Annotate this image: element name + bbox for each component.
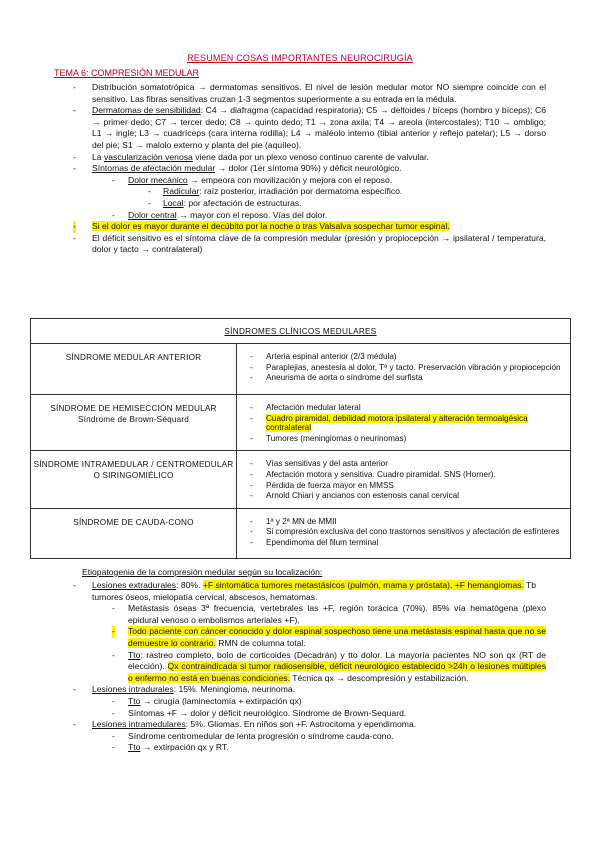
etio-heading: Etiopatogenia de la compresión medular según su localización: <box>82 567 323 577</box>
syndrome-features <box>237 395 571 451</box>
list-item: - Tumores (meningiomas o neurinomas) <box>250 433 407 443</box>
list-item: - Si compresión exclusiva del cono trastornos sensitivos y afectación de esfínteres <box>250 527 560 537</box>
list-item: - Radicular: raíz posterior, irradiación por dermatoma específico. <box>148 186 403 197</box>
list-item: - Paraplejias, anestesia al dolor, Tª y tacto. Preservación vibración y propiocepción <box>250 362 561 372</box>
list-item: - El déficit sensitivo es el síntoma clave de la compresión medular (presión y propiocepción → ipsilateral / temperatura, dolor y tacto → contralateral) <box>73 232 546 255</box>
syndrome-name: SÍNDROME MEDULAR ANTERIOR <box>31 344 237 395</box>
syndrome-features <box>237 508 571 558</box>
syndrome-name: SÍNDROME DE HEMISECCIÓN MEDULAR Síndrome de Brown-Séquard <box>31 395 237 451</box>
list-item: - Arteria espinal anterior (2/3 médula) <box>250 352 397 361</box>
list-item: - Si el dolor es mayor durante el decúbito por la noche o tras Valsalva sospechar tumor espinal. <box>73 221 450 232</box>
syndrome-name: SÍNDROME DE CAUDA-CONO <box>31 508 237 558</box>
list-item: - Cuadro piramidal, debilidad motora ipsilateral y alteración termoalgésica contralateral <box>250 413 528 433</box>
syndrome-features <box>237 451 571 508</box>
list-item: - Síntomas +F → dolor y déficit neurológico. Síndrome de Brown-Sequard. <box>112 707 407 718</box>
etio-list <box>0 580 600 754</box>
list-item: - Tto: rastreo completo, bolo de corticoides (Decadrán) y tto dolor. La mayoría pacientes NO son qx (RT de elección). Qx contraindicada si tumor radiosensible, déficit neurológico establecido >24h o lesiones múltiples o enfermo no está en buenas condiciones. Técnica qx → descompresión y estabilización. <box>112 649 546 683</box>
table-header-row <box>31 319 571 344</box>
list-item: - Todo paciente con cáncer conocido y dolor espinal sospechoso tiene una metástasis espinal hasta que no se demuestre lo contrario. RMN de columna total. <box>112 626 546 648</box>
intro-list <box>0 82 600 256</box>
list-item: - Lesiones intramedulares: 5%. Gliomas. En niños son +F. Astrocitoma y ependimoma. <box>73 719 417 730</box>
table-row <box>31 395 571 451</box>
table-row <box>31 344 571 395</box>
list-item: - Lesiones extradurales: 80%. +F sintomática tumores metastásicos (pulmón, mama y próstata), +F hemangiomas. Tb tumores óseos, mielopatía cervical, abscesos, hematomas. <box>73 580 537 602</box>
table-header: SÍNDROMES CLÍNICOS MEDULARES <box>31 319 571 344</box>
syndromes-table <box>30 318 571 559</box>
list-item: - Pérdida de fuerza mayor en MMSS <box>250 480 394 490</box>
list-item: - Local: por afectación de estructuras. <box>148 197 302 208</box>
document-title: RESUMEN COSAS IMPORTANTES NEUROCIRUGÍA <box>187 53 413 63</box>
list-item: - Síntomas de afectación medular → dolor (1er síntoma 90%) y déficit neurológico. <box>73 163 402 174</box>
list-item: - Vías sensitivas y del asta anterior <box>250 459 388 469</box>
list-item: - Tto → cirugía (laminectomía + extirpación qx) <box>112 695 302 706</box>
list-item: - Tto → extirpación qx y RT. <box>112 742 229 753</box>
list-item: - Dolor central → mayor con el reposo. Vías del dolor. <box>112 209 328 220</box>
table-row <box>31 508 571 558</box>
table-row <box>31 451 571 508</box>
list-item: - Metástasis óseas 3ª frecuencia, vertebrales las +F, región torácica (70%). 85% vía hematógena (plexo epidural venoso o embolismos arteriales +F). <box>112 603 546 625</box>
list-item: - Dermatomas de sensibilidad: C4 → diafragma (capacidad respiratoria); C5 → deltoides / bíceps (hombro y bíceps); C6 → primer dedo; C7 → tercer dedo; C8 → quinto dedo; T1 → zona axila; T4 → areola (intercostales); T10 → ombligo; L1 → ingle; L3 → cuadríceps (cara interna rodilla); L4 → maléolo interno (tibial anterior y reflejo patelar); L5 → dorso del pie; S1 → malolo externo y planta del pie (aquíleo). <box>73 105 546 150</box>
list-item: - Lesiones intradurales: 15%. Meningioma, neurinoma. <box>73 684 296 695</box>
list-item: - 1ª y 2ª MN de MMII <box>250 516 337 526</box>
list-item: - Dolor mecánico → empeora con movilización y mejora con el reposo. <box>112 174 393 185</box>
syndrome-features <box>237 344 571 395</box>
list-item: - Arnold Chiari y ancianos con estenosis canal cervical <box>250 491 459 501</box>
list-item: - Aneurisma de aorta o síndrome del surfista <box>250 373 423 383</box>
section-title: TEMA 6: COMPRESIÓN MEDULAR <box>54 68 200 78</box>
syndrome-name: SÍNDROME INTRAMEDULAR / CENTROMEDULAR O SIRINGOMIÉLICO <box>31 451 237 508</box>
list-item: - Afectación motora y sensitiva. Cuadro piramidal. SNS (Horner). <box>250 469 496 479</box>
list-item: - Síndrome centromedular de lenta progresión o síndrome cauda-cono. <box>112 730 394 741</box>
list-item: - Ependimoma del filum terminal <box>250 537 379 547</box>
list-item: - Afectación medular lateral <box>250 403 361 412</box>
list-item: - Distribución somatotrópica → dermatomas sensitivos. El nivel de lesión medular motor NO siempre coincide con el sensitivo. Las fibras sensitivas cruzan 1-3 segmentos superiormente a su entrada en la médula. <box>73 82 546 104</box>
list-item: - La vascularización venosa viene dada por un plexo venoso continuo carente de valvular. <box>73 151 429 162</box>
